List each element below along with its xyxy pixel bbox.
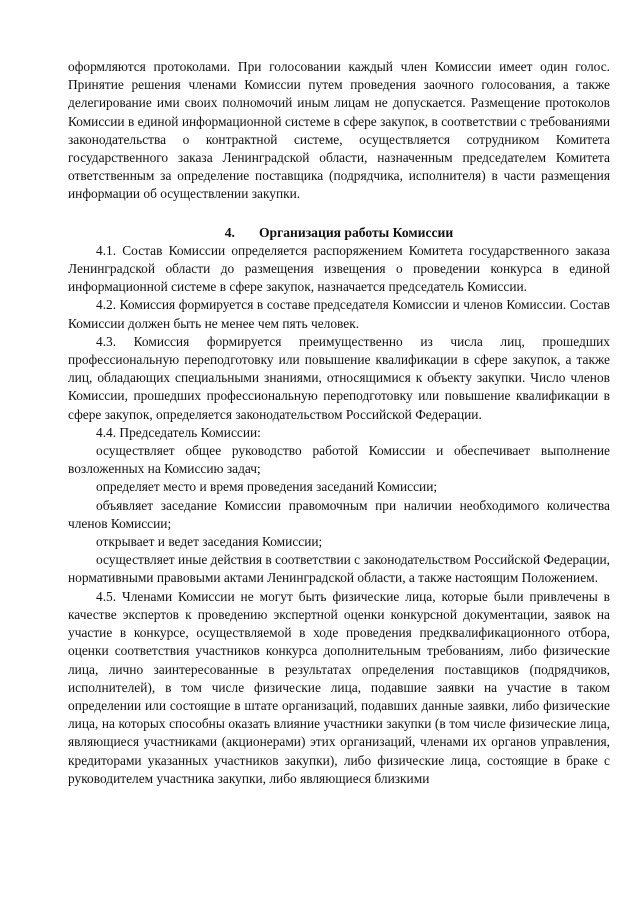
section-number: 4. [224, 224, 235, 240]
paragraph-4-4: 4.4. Председатель Комиссии: [96, 424, 261, 440]
paragraph-continuation: оформляются протоколами. При голосовании каждый член Комиссии имеет один голос. Принятие решения членами Комиссии путем проведения заочного голосования, а также делегирование ими своих полномочий иным лицам не допускается. Размещение протоколов Комиссии в единой информационной системе в сфере закупок, в соответствии с требованиями законодательства о контрактной системе, осуществляется сотрудником Комитета государственного заказа Ленинградской области, назначенным председателем Комитета ответственным за определение поставщика (подрядчика, исполнителя) в части размещения информации об осуществлении закупки. [68, 59, 610, 202]
paragraph-4-1: 4.1. Состав Комиссии определяется распоряжением Комитета государственного заказа Ленинградской области до размещения извещения о проведении конкурса в единой информационной системе в сфере закупок, назначается председатель Комиссии. [68, 242, 610, 295]
chairman-duty-4: открывает и ведет заседания Комиссии; [96, 534, 323, 550]
chairman-duty-2: определяет место и время проведения заседаний Комиссии; [96, 479, 438, 495]
section-heading [68, 224, 610, 242]
paragraph-4-3: 4.3. Комиссия формируется преимущественно из числа лиц, прошедших профессиональную переподготовку или повышение квалификации в сфере закупок, а также лиц, обладающих специальными знаниями, относящимися к объекту закупки. Число членов Комиссии, прошедших профессиональную переподготовку или повышение квалификации в сфере закупок, определяется законодательством Российской Федерации. [68, 333, 610, 422]
chairman-duty-3: объявляет заседание Комиссии правомочным при наличии необходимого количества членов Комиссии; [68, 497, 610, 531]
paragraph-4-5: 4.5. Членами Комиссии не могут быть физические лица, которые были привлечены в качестве экспертов к проведению экспертной оценки конкурсной документации, заявок на участие в конкурсе, осуществляемой в ходе проведения предквалификационного отбора, оценки соответствия участников конкурса дополнительным требованиям, либо физические лица, лично заинтересованные в результатах определения поставщиков (подрядчиков, исполнителей), в том числе физические лица, подавшие заявки на участие в таком определении или состоящие в штате организаций, подавших данные заявки, либо физические лица, на которых способны оказать влияние участники закупки (в том числе физические лица, являющиеся участниками (акционерами) этих организаций, членами их органов управления, кредиторами указанных участников закупки), либо физические лица, состоящие в браке с руководителем участника закупки, либо являющиеся близкими [68, 588, 610, 786]
section-title: Организация работы Комиссии [258, 224, 454, 240]
paragraph-4-2: 4.2. Комиссия формируется в составе председателя Комиссии и членов Комиссии. Состав Комиссии должен быть не менее чем пять человек. [68, 297, 610, 331]
chairman-duty-1: осуществляет общее руководство работой Комиссии и обеспечивает выполнение возложенных на Комиссию задач; [68, 443, 610, 477]
chairman-duty-5: осуществляет иные действия в соответствии с законодательством Российской Федерации, нормативными правовыми актами Ленинградской области, а также настоящим Положением. [68, 552, 610, 586]
